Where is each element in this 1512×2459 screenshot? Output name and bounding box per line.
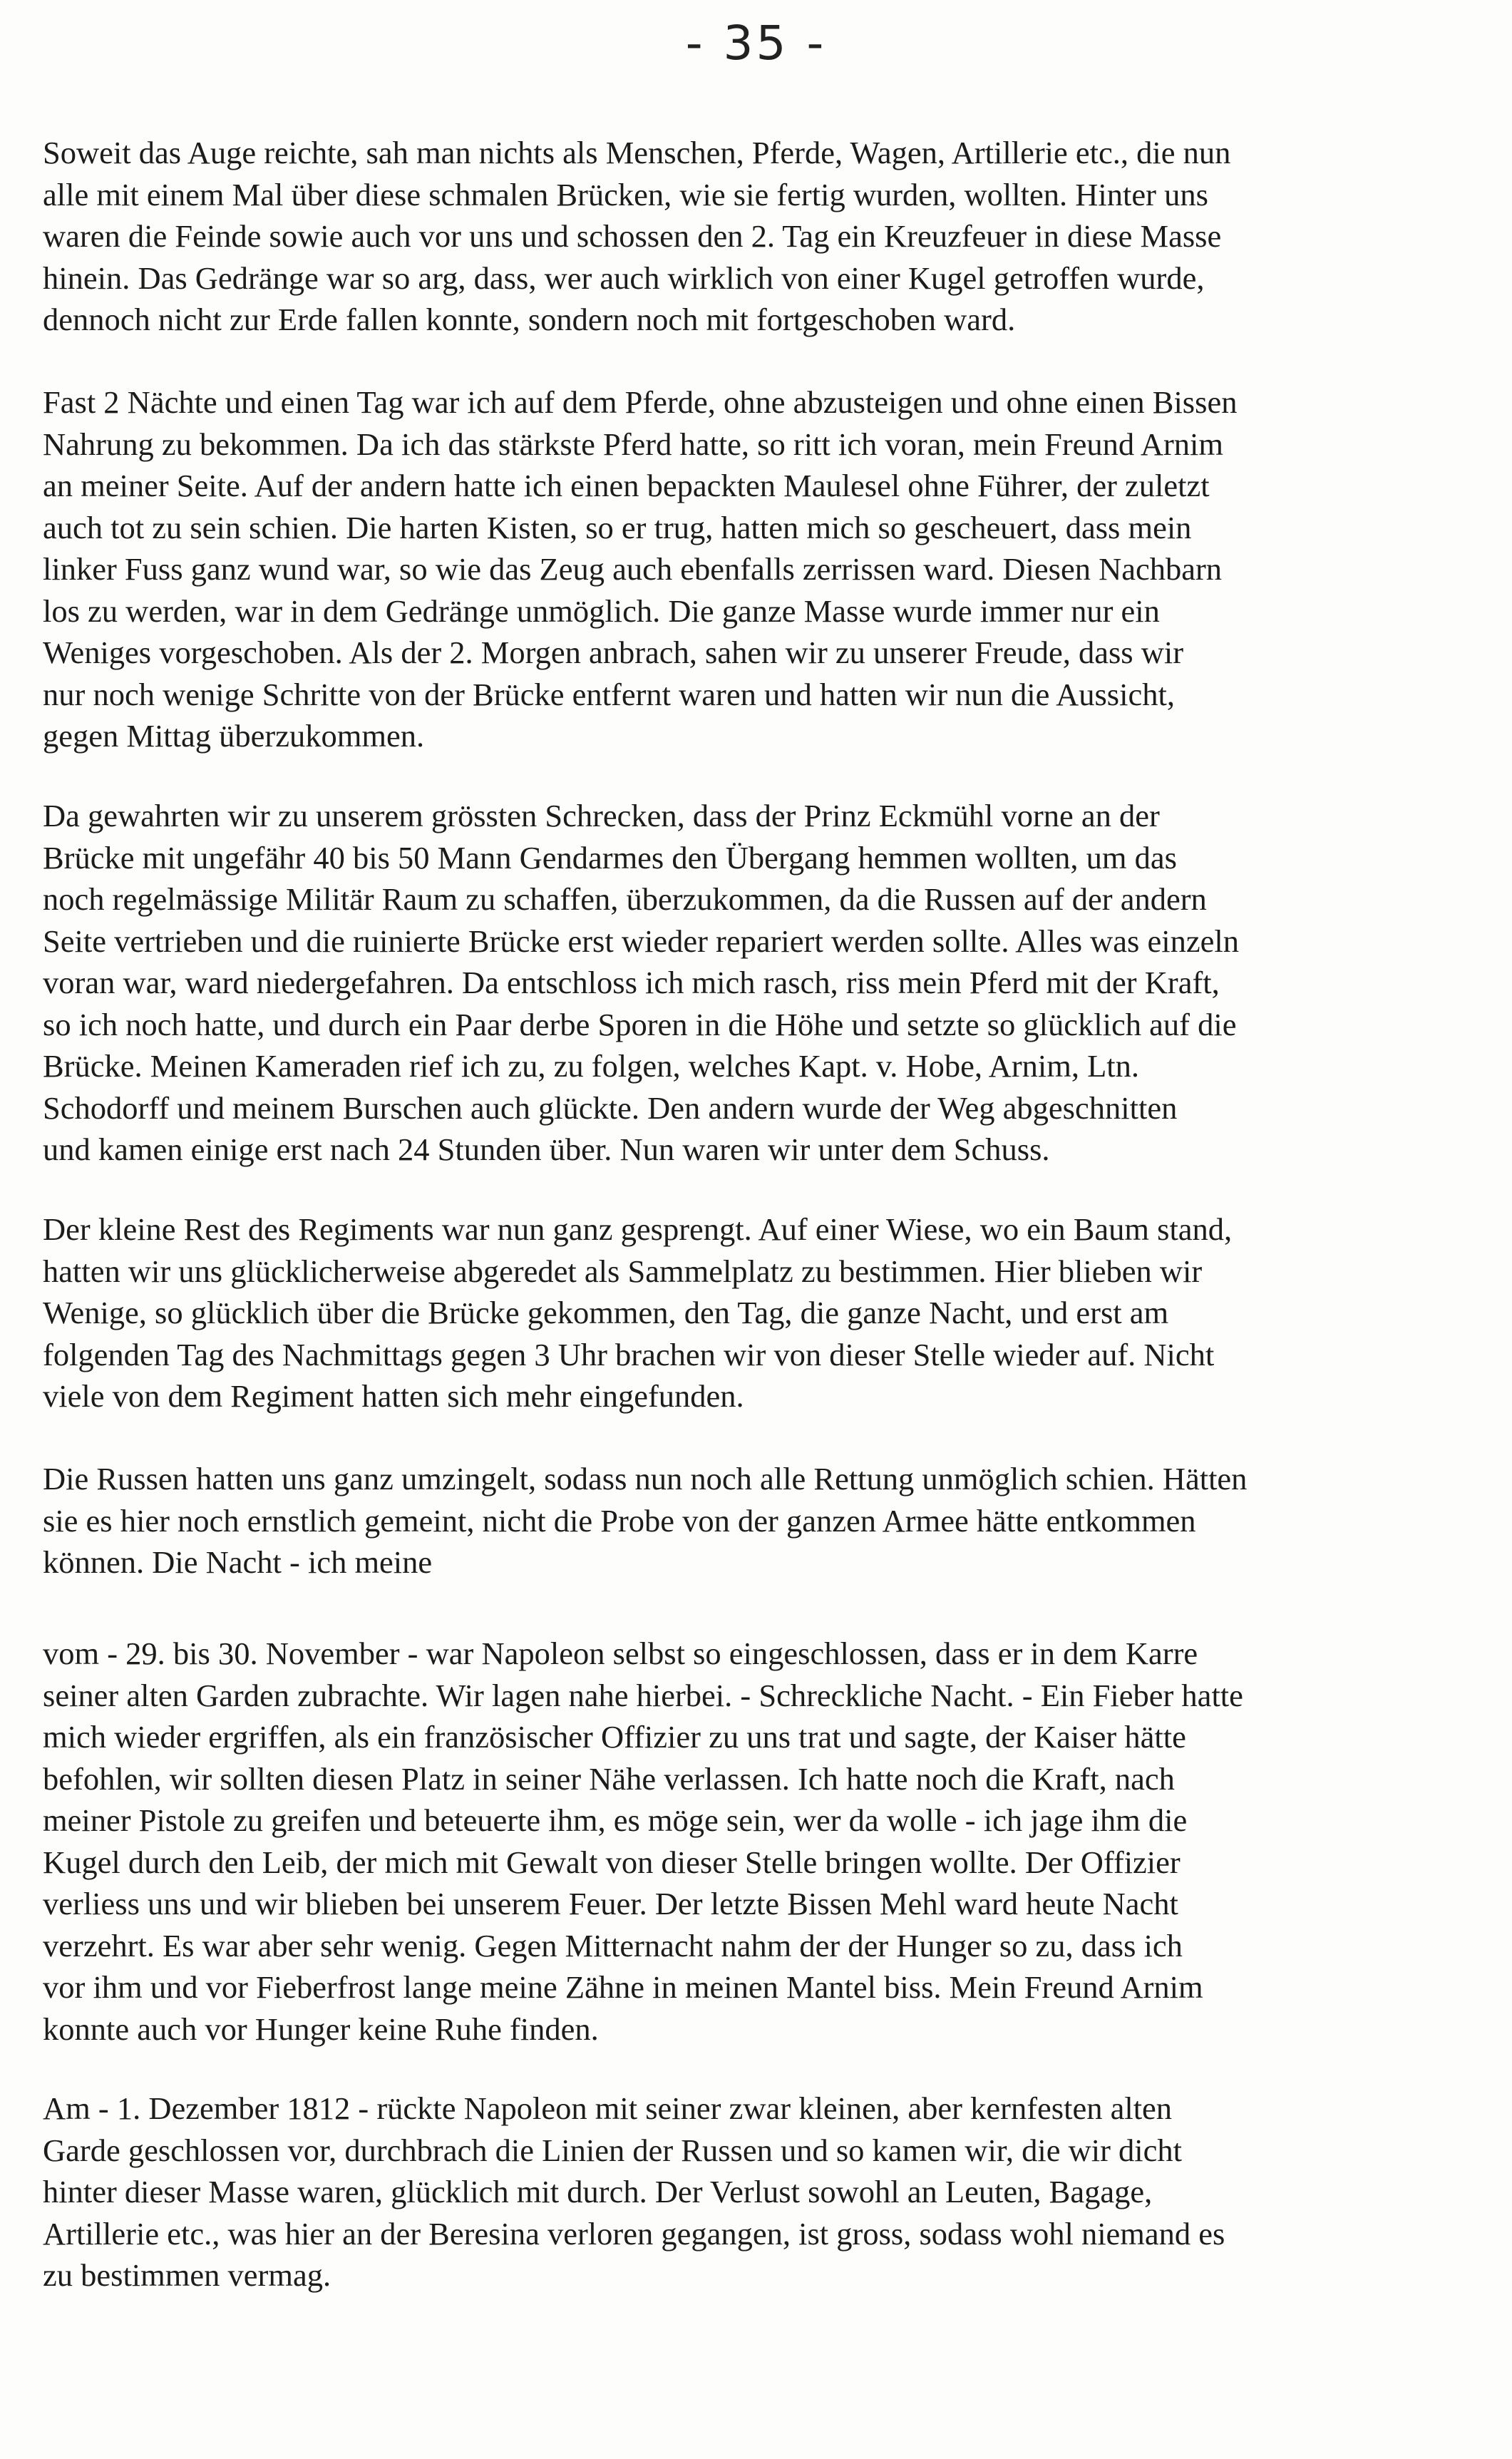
text-line: Weniges vorgeschoben. Als der 2. Morgen anbrach, sahen wir zu unserer Freude, dass wir [43, 635, 1184, 670]
text-line: viele von dem Regiment hatten sich mehr eingefunden. [43, 1378, 744, 1414]
text-line: Soweit das Auge reichte, sah man nichts als Menschen, Pferde, Wagen, Artillerie etc., die nun [43, 135, 1231, 170]
text-line: vor ihm und vor Fieberfrost lange meine Zähne in meinen Mantel biss. Mein Freund Arnim [43, 1969, 1203, 2005]
text-line: Brücke mit ungefähr 40 bis 50 Mann Gendarmes den Übergang hemmen wollten, um das [43, 839, 1177, 876]
text-line: alle mit einem Mal über diese schmalen Brücken, wie sie fertig wurden, wollten. Hinter uns [43, 176, 1208, 212]
text-line: Garde geschlossen vor, durchbrach die Linien der Russen und so kamen wir, die wir dicht [43, 2132, 1183, 2168]
text-line: befohlen, wir sollten diesen Platz in seiner Nähe verlassen. Ich hatte noch die Kraft, nach [43, 1760, 1175, 1797]
text-line: Nahrung zu bekommen. Da ich das stärkste Pferd hatte, so ritt ich voran, mein Freund Arnim [43, 426, 1223, 462]
text-line: Artillerie etc., was hier an der Beresina verloren gegangen, ist gross, sodass wohl niemand es [43, 2215, 1225, 2252]
text-line: zu bestimmen vermag. [43, 2257, 331, 2293]
text-line: an meiner Seite. Auf der andern hatte ich einen bepackten Maulesel ohne Führer, der zuletzt [43, 468, 1210, 503]
paragraph-4 [43, 1208, 1476, 1417]
text-line: sie es hier noch ernstlich gemeint, nicht die Probe von der ganzen Armee hätte entkommen [43, 1502, 1196, 1539]
text-line: seiner alten Garden zubrachte. Wir lagen nahe hierbei. - Schreckliche Nacht. - Ein Fieber hatte [43, 1677, 1243, 1713]
text-line: Fast 2 Nächte und einen Tag war ich auf dem Pferde, ohne abzusteigen und ohne einen Bissen [43, 384, 1238, 420]
text-line: gegen Mittag überzukommen. [43, 718, 425, 754]
text-line: noch regelmässige Militär Raum zu schaffen, überzukommen, da die Russen auf der andern [43, 881, 1207, 917]
paragraph-7 [43, 2088, 1476, 2296]
text-line: auch tot zu sein schien. Die harten Kisten, so er trug, hatten mich so gescheuert, dass mein [43, 509, 1192, 545]
text-line: und kamen einige erst nach 24 Stunden über. Nun waren wir unter dem Schuss. [43, 1131, 1050, 1167]
text-line: verzehrt. Es war aber sehr wenig. Gegen Mitternacht nahm der der Hunger so zu, dass ich [43, 1927, 1183, 1963]
text-line: Da gewahrten wir zu unserem grössten Schrecken, dass der Prinz Eckmühl vorne an der [43, 798, 1160, 833]
text-line: Brücke. Meinen Kameraden rief ich zu, zu folgen, welches Kapt. v. Hobe, Arnim, Ltn. [43, 1048, 1140, 1084]
text-line: Wenige, so glücklich über die Brücke gekommen, den Tag, die ganze Nacht, und erst am [43, 1295, 1169, 1330]
text-line: nur noch wenige Schritte von der Brücke entfernt waren und hatten wir nun die Aussicht, [43, 676, 1175, 712]
paragraph-1 [43, 132, 1476, 341]
text-line: hinein. Das Gedränge war so arg, dass, wer auch wirklich von einer Kugel getroffen wurde, [43, 260, 1205, 296]
text-line: folgenden Tag des Nachmittags gegen 3 Uhr brachen wir von dieser Stelle wieder auf. Nicht [43, 1336, 1215, 1372]
text-line: hatten wir uns glücklicherweise abgeredet als Sammelplatz zu bestimmen. Hier blieben wir [43, 1253, 1203, 1289]
paragraph-5 [43, 1458, 1476, 1583]
text-line: Die Russen hatten uns ganz umzingelt, sodass nun noch alle Rettung unmöglich schien. Hätten [43, 1461, 1248, 1497]
text-line: dennoch nicht zur Erde fallen konnte, sondern noch mit fortgeschoben ward. [43, 302, 1016, 337]
text-line: linker Fuss ganz wund war, so wie das Zeug auch ebenfalls zerrissen ward. Diesen Nachbarn [43, 551, 1223, 587]
text-line: vom - 29. bis 30. November - war Napoleon selbst so eingeschlossen, dass er in dem Karre [43, 1636, 1198, 1671]
text-line: waren die Feinde sowie auch vor uns und schossen den 2. Tag ein Kreuzfeuer in diese Masse [43, 218, 1222, 254]
text-line: Der kleine Rest des Regiments war nun ganz gesprengt. Auf einer Wiese, wo ein Baum stand, [43, 1211, 1233, 1247]
page-number: - 35 - [685, 16, 827, 71]
text-line: können. Die Nacht - ich meine [43, 1544, 433, 1580]
text-line: voran war, ward niedergefahren. Da entschloss ich mich rasch, riss mein Pferd mit der Kraft, [43, 965, 1220, 1000]
text-line: konnte auch vor Hunger keine Ruhe finden. [43, 2011, 599, 2047]
text-line: so ich noch hatte, und durch ein Paar derbe Sporen in die Höhe und setzte so glücklich auf die [43, 1006, 1237, 1042]
text-line: Schodorff und meinem Burschen auch glückte. Den andern wurde der Weg abgeschnitten [43, 1089, 1178, 1126]
text-line: meiner Pistole zu greifen und beteuerte ihm, es möge sein, wer da wolle - ich jage ihm die [43, 1802, 1188, 1838]
text-line: los zu werden, war in dem Gedränge unmöglich. Die ganze Masse wurde immer nur ein [43, 592, 1160, 629]
paragraph-6 [43, 1633, 1476, 2050]
text-line: verliess uns und wir blieben bei unserem Feuer. Der letzte Bissen Mehl ward heute Nacht [43, 1886, 1178, 1921]
text-line: hinter dieser Masse waren, glücklich mit durch. Der Verlust sowohl an Leuten, Bagage, [43, 2174, 1153, 2209]
paragraph-3 [43, 795, 1476, 1171]
text-line: mich wieder ergriffen, als ein französischer Offizier zu uns trat und sagte, der Kaiser hätte [43, 1719, 1186, 1755]
paragraph-2 [43, 381, 1476, 757]
text-line: Seite vertrieben und die ruinierte Brücke erst wieder repariert werden sollte. Alles was einzeln [43, 923, 1239, 959]
text-line: Am - 1. Dezember 1812 - rückte Napoleon mit seiner zwar kleinen, aber kernfesten alten [43, 2090, 1173, 2126]
text-line: Kugel durch den Leib, der mich mit Gewalt von dieser Stelle bringen wollte. Der Offizier [43, 1844, 1181, 1880]
